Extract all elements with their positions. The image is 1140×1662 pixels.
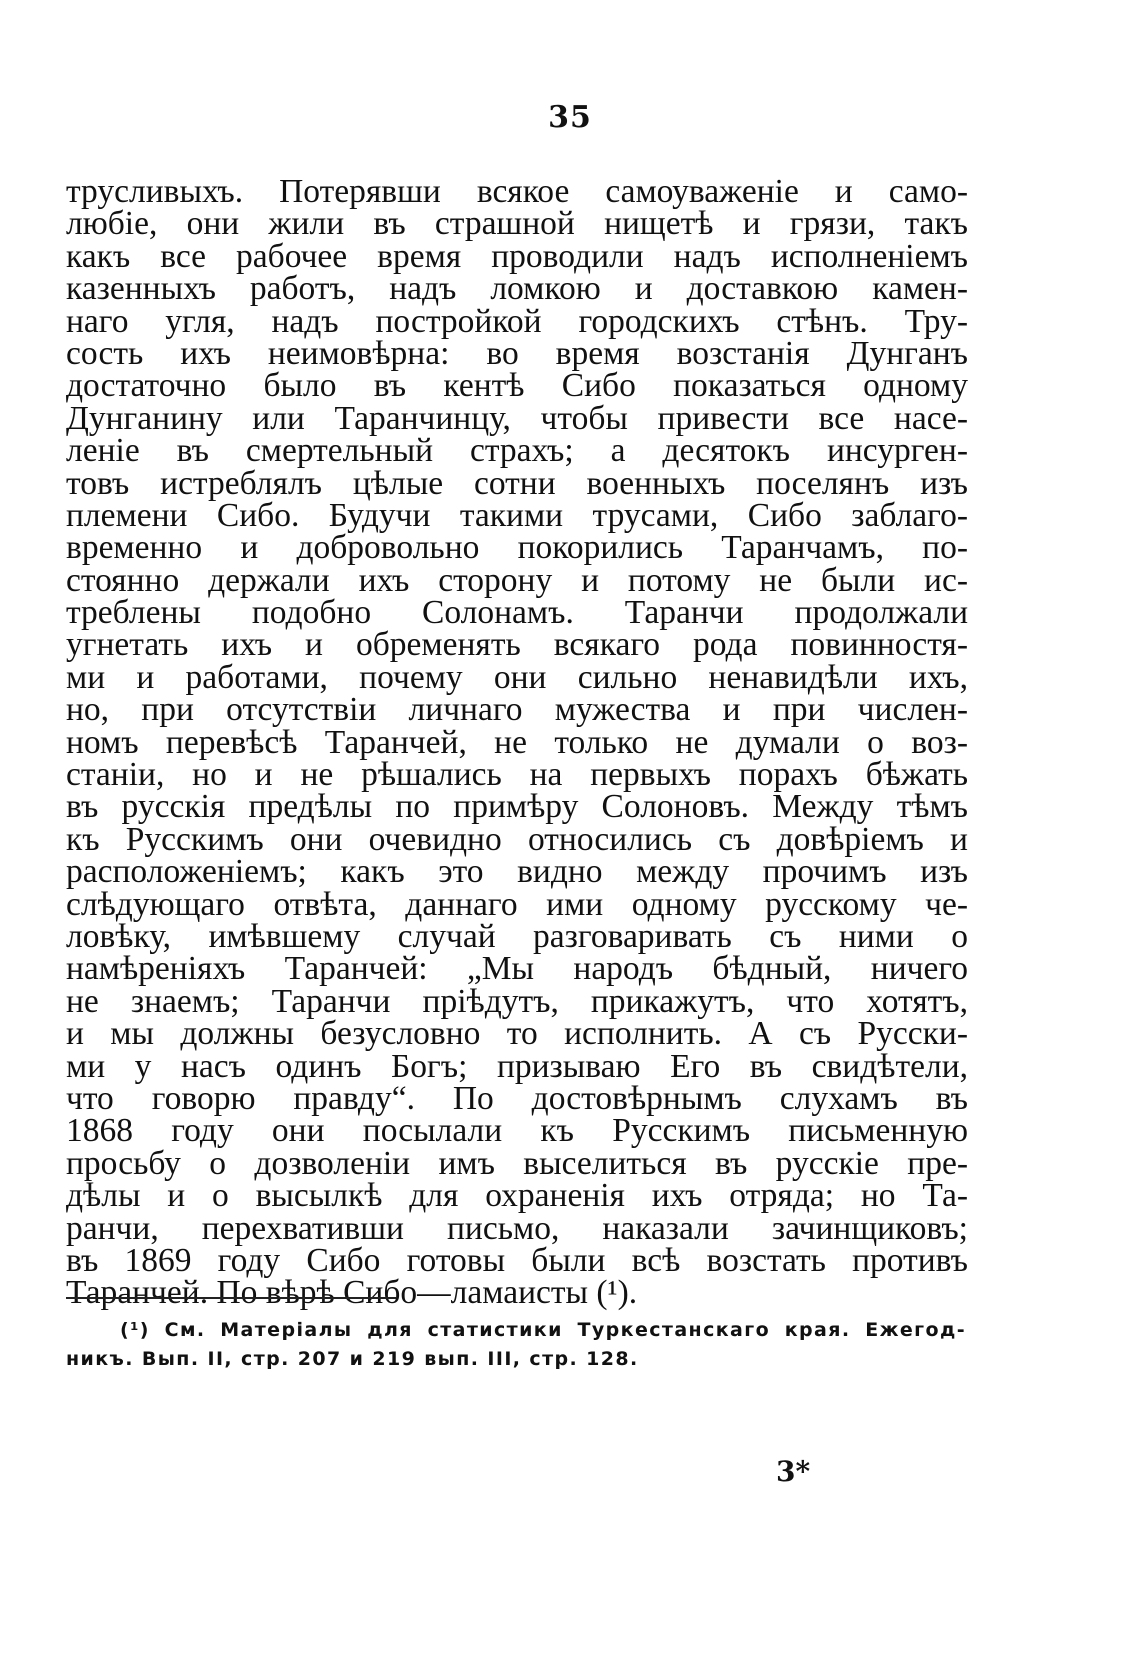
text-line: просьбу о дозволеніи имъ выселиться въ русскіе пре-: [66, 1144, 968, 1182]
text-line: ранчи, перехвативши письмо, наказали зачинщиковъ;: [66, 1209, 968, 1247]
text-line: въ 1869 году Сибо готовы были всѣ возстать противъ: [66, 1241, 968, 1279]
text-line: племени Сибо. Будучи такими трусами, Сибо заблаго-: [66, 496, 968, 534]
text-line: ми и работами, почему они сильно ненавидѣли ихъ,: [66, 658, 968, 696]
text-line: намѣреніяхъ Таранчей: „Мы народъ бѣдный, ничего: [66, 950, 968, 988]
text-line: треблены подобно Солонамъ. Таранчи продолжали: [66, 594, 968, 632]
text-line: казенныхъ работъ, надъ ломкою и доставкою камен-: [66, 270, 968, 308]
text-line: наго угля, надъ постройкой городскихъ стѣнъ. Тру-: [66, 302, 968, 340]
text-line: Дунганину или Таранчинцу, чтобы привести все насе-: [66, 399, 968, 437]
body-paragraph: [66, 173, 968, 1312]
page-number: 35: [548, 100, 592, 135]
text-line: номъ перевѣсѣ Таранчей, не только не думали о воз-: [66, 723, 968, 761]
text-line: въ русскія предѣлы по примѣру Солоновъ. Между тѣмъ: [66, 788, 968, 826]
text-line: слѣдующаго отвѣта, даннаго ими одному русскому че-: [66, 885, 968, 923]
text-line: дѣлы и о высылкѣ для охраненія ихъ отряда; но Та-: [66, 1177, 968, 1215]
text-line: трусливыхъ. Потерявши всякое самоуваженіе и само-: [66, 173, 968, 210]
text-line: стоянно держали ихъ сторону и потому не были ис-: [66, 561, 968, 599]
footnote-divider: [66, 1297, 396, 1299]
text-line: 1868 году они посылали къ Русскимъ письменную: [66, 1112, 968, 1150]
footnote-line: (¹) См. Матеріалы для статистики Туркестанскаго края. Ежегод-: [120, 1319, 966, 1341]
text-line: сость ихъ неимовѣрна: во время возстанія Дунганъ: [66, 334, 968, 372]
text-line: что говорю правду“. По достовѣрнымъ слухамъ въ: [66, 1079, 968, 1117]
text-line: Таранчей. По вѣрѣ Сибо—ламаисты (¹).: [66, 1274, 638, 1312]
text-line: станіи, но и не рѣшались на первыхъ порахъ бѣжать: [66, 756, 968, 794]
text-line: леніе въ смертельный страхъ; а десятокъ инсурген-: [66, 432, 968, 470]
footnote: [66, 1316, 966, 1374]
text-line: ми у насъ одинъ Богъ; призываю Его въ свидѣтели,: [66, 1047, 968, 1085]
text-line: любіе, они жили въ страшной нищетѣ и грязи, такъ: [66, 205, 968, 243]
text-line: но, при отсутствіи личнаго мужества и при числен-: [66, 691, 968, 729]
text-line: ловѣку, имѣвшему случай разговаривать съ ними о: [66, 917, 968, 955]
text-line: какъ все рабочее время проводили надъ исполненіемъ: [66, 237, 968, 275]
text-line: достаточно было въ кентѣ Сибо показаться одному: [66, 367, 968, 405]
text-line: не знаемъ; Таранчи пріѣдутъ, прикажутъ, что хотятъ,: [66, 982, 968, 1020]
footnote-line: никъ. Вып. II, стр. 207 и 219 вып. III, стр. 128.: [66, 1348, 639, 1370]
text-line: угнетать ихъ и обременять всякаго рода повинностя-: [66, 626, 968, 664]
text-line: временно и добровольно покорились Таранчамъ, по-: [66, 529, 968, 567]
text-line: расположеніемъ; какъ это видно между прочимъ изъ: [66, 853, 968, 891]
text-line: и мы должны безусловно то исполнить. А съ Русски-: [66, 1015, 968, 1053]
text-line: товъ истреблялъ цѣлые сотни военныхъ поселянъ изъ: [66, 464, 968, 502]
text-line: къ Русскимъ они очевидно относились съ довѣріемъ и: [66, 820, 968, 858]
signature-mark: 3*: [776, 1455, 811, 1488]
